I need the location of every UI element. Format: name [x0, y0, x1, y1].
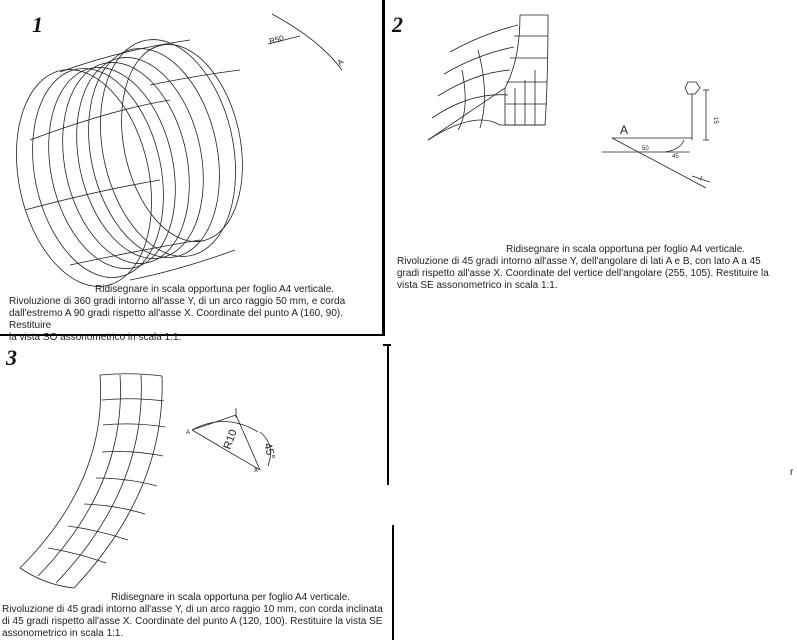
panel-3-axis-x-label: x [254, 465, 258, 474]
panel-2-description [397, 256, 792, 292]
panel-3-line-2: di 45 gradi rispetto all'asse X. Coordinate del punto A (120, 100). Restituire la vista SE [2, 616, 383, 627]
divider-mark-top [383, 344, 391, 346]
panel-3-number: 3 [6, 345, 17, 370]
panel-2-number: 2 [392, 12, 403, 37]
panel-3-axis-a-label: A [186, 430, 191, 436]
panel-1-number: 1 [32, 12, 43, 37]
divider-vertical-bottom-1 [387, 345, 389, 485]
panel-3-angle-label: 45° [261, 441, 278, 461]
panel-2-title: Ridisegnare in scala opportuna per foglio A4 verticale. [506, 244, 746, 255]
panel-1-point-label: A [335, 57, 346, 68]
panel-1-line-3: la vista SO assonometrico in scala 1:1. [9, 332, 182, 343]
panel-1-radius-label: R50 [268, 33, 285, 46]
panel-3-line-1: Rivoluzione di 45 gradi intorno all'asse Y, di un arco raggio 10 mm, con corda inclinata [2, 604, 383, 615]
panel-2-line-1: Rivoluzione di 45 gradi intorno all'asse Y, dell'angolare di lati A e B, con lato A a 45 [397, 256, 761, 267]
divider-vertical-bottom-2 [392, 525, 394, 640]
panel-3-description [2, 604, 387, 640]
panel-3-title: Ridisegnare in scala opportuna per foglio A4 verticale. [111, 592, 351, 603]
panel-2-length-b-label: 15 [712, 117, 718, 124]
panel-3-profile-sketch [0, 0, 380, 640]
panel-2-length-a-label: 50 [642, 146, 649, 152]
panel-2-angle-label: 45 [672, 154, 679, 160]
panel-2-line-2: gradi rispetto all'asse X. Coordinate del vertice dell'angolare (255, 105). Restituire la [397, 268, 769, 279]
stray-mark: r [790, 467, 794, 478]
panel-3-line-3: assonometrico in scala 1:1. [2, 628, 124, 639]
panel-2-side-a-label: A [620, 123, 629, 137]
panel-1-title: Ridisegnare in scala opportuna per foglio A4 verticale. [95, 284, 335, 295]
panel-2-line-3: vista SE assonometrico in scala 1:1. [397, 280, 558, 291]
panel-1-line-1: Rivoluzione di 360 gradi intorno all'asse Y, di un arco raggio 50 mm, e corda [9, 296, 346, 307]
panel-1-line-2: dall'estremo A 90 gradi rispetto all'asse X. Coordinate del punto A (160, 90). Restituire [9, 308, 344, 331]
panel-3-radius-label: R10 [221, 427, 240, 452]
